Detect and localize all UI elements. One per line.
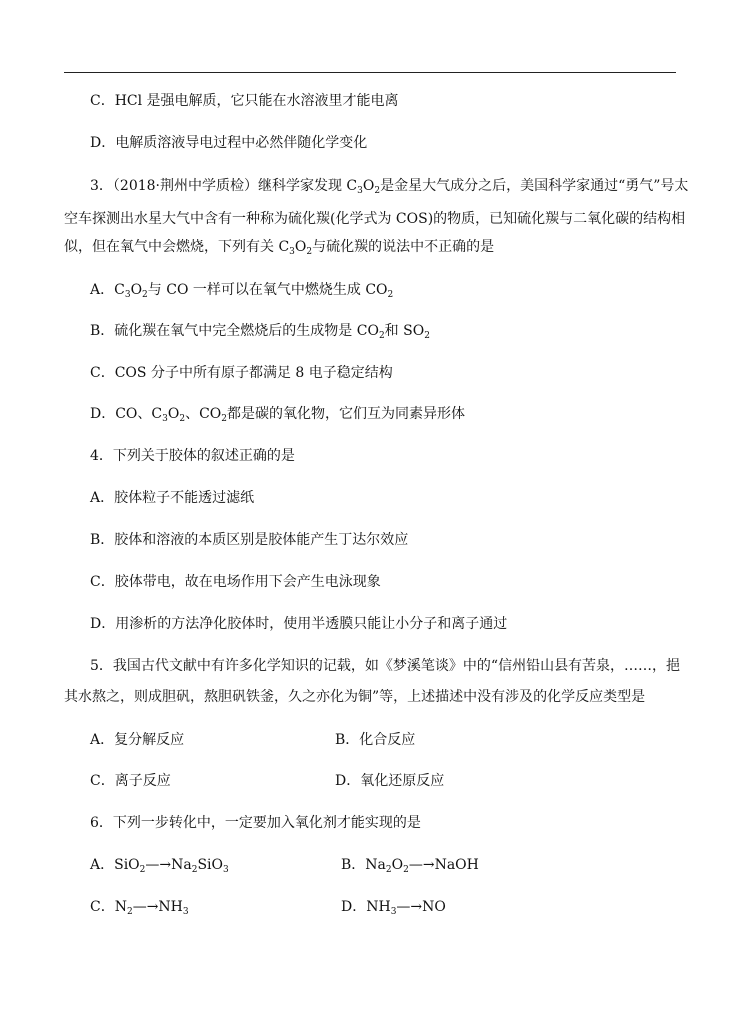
q4-option-d: D．用渗析的方法净化胶体时，使用半透膜只能让小分子和离子通过: [90, 616, 508, 632]
q2-option-c: C．HCl 是强电解质，它只能在水溶液里才能电离: [90, 93, 399, 109]
q5-stem-line1: 5．我国古代文献中有许多化学知识的记载，如《梦溪笔谈》中的“信州铅山县有苦泉，……，挹: [90, 658, 681, 674]
header-rule: [64, 72, 676, 73]
q3-option-d: D．CO、$C_3O_2$、$CO_2$都是碳的氧化物，它们互为同素异形体: [90, 406, 466, 424]
q5-option-a: A．复分解反应: [90, 732, 185, 748]
q5-stem-line2: 其水熬之，则成胆矾，熬胆矾铁釜，久之亦化为铜”等，上述描述中没有涉及的化学反应类型是: [64, 689, 646, 705]
q4-stem: 4．下列关于胶体的叙述正确的是: [90, 448, 295, 464]
q5-option-d: D．氧化还原反应: [335, 773, 445, 789]
q3-stem-line2: 空车探测出水星大气中含有一种称为硫化羰(化学式为 COS)的物质，已知硫化羰与二氧化碳的结构相: [64, 211, 686, 227]
q4-option-c: C．胶体带电，故在电场作用下会产生电泳现象: [90, 574, 381, 590]
q4-option-a: A．胶体粒子不能透过滤纸: [90, 490, 255, 506]
q6-option-b: B．$Na_2O_2—\to NaOH$: [341, 857, 479, 875]
q5-option-c: C．离子反应: [90, 773, 171, 789]
q5-option-b: B．化合反应: [335, 732, 416, 748]
q4-option-b: B．胶体和溶液的本质区别是胶体能产生丁达尔效应: [90, 532, 409, 548]
q6-stem: 6．下列一步转化中，一定要加入氧化剂才能实现的是: [90, 815, 421, 831]
q2-option-d: D．电解质溶液导电过程中必然伴随化学变化: [90, 135, 368, 151]
q6-option-d: D．$NH_3—\to NO$: [341, 899, 446, 917]
q3-option-b: B．硫化羰在氧气中完全燃烧后的生成物是 $CO_2$和 $SO_2$: [90, 323, 430, 341]
q3-stem-line1: 3．（2018·荆州中学质检）继科学家发现 $C_3O_2$是金星大气成分之后，美国科学家通过“勇气”号太: [90, 178, 689, 196]
q3-stem-line3: 似，但在氧气中会燃烧，下列有关 $C_3O_2$与硫化羰的说法中不正确的是: [64, 239, 495, 257]
q6-option-c: C．$N_2—\to NH_3$: [90, 899, 189, 917]
q3-option-a: A．$C_3O_2$与 CO 一样可以在氧气中燃烧生成 $CO_2$: [90, 282, 394, 300]
q6-option-a: A．$SiO_2—\to Na_2SiO_3$: [90, 857, 229, 875]
q3-option-c: C．COS 分子中所有原子都满足 8 电子稳定结构: [90, 365, 393, 381]
